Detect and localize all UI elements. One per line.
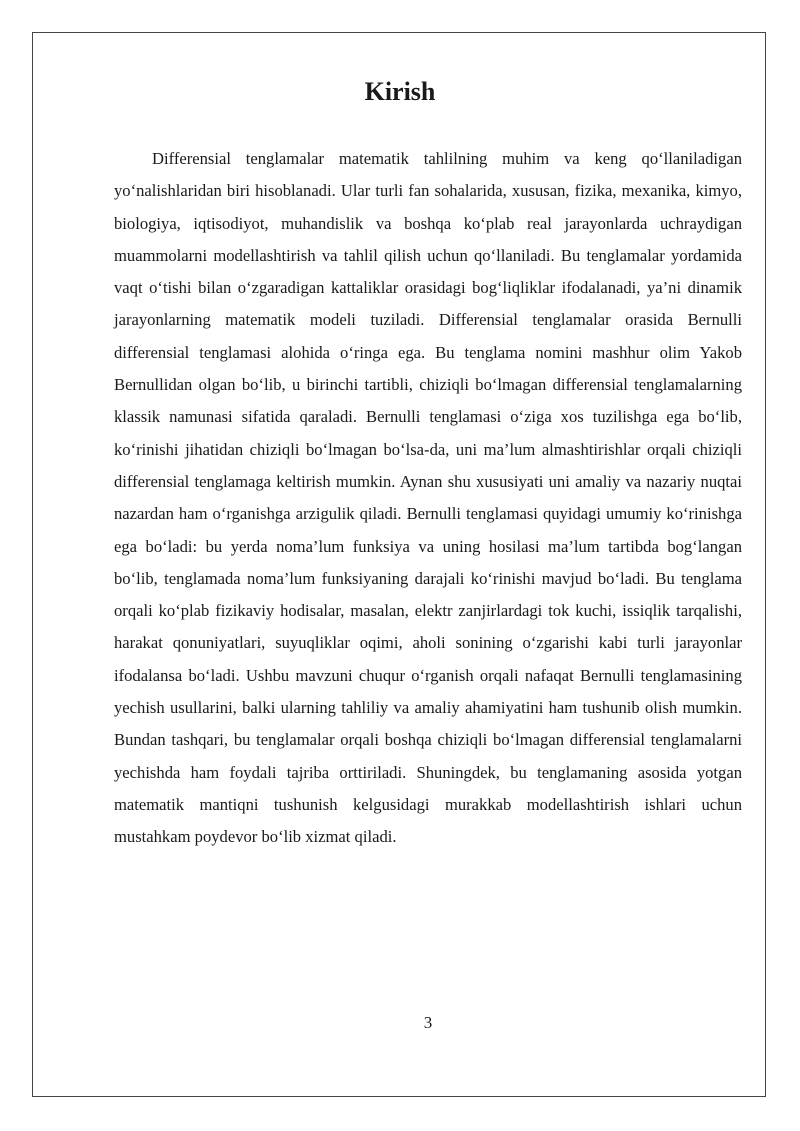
page-title: Kirish <box>364 77 436 106</box>
body-paragraph: Differensial tenglamalar matematik tahlilning muhim va keng qo‘llaniladigan yo‘nalishlaridan biri hisoblanadi. Ular turli fan sohalarida, xususan, fizika, mexanika, kimyo, biologiya, iqtisodiyot, muhandislik va boshqa ko‘plab real jarayonlarda uchraydigan muammolarni modellashtirish va tahlil qilish uchun qo‘llaniladi. Bu tenglamalar yordamida vaqt o‘tishi bilan o‘zgaradigan kattaliklar orasidagi bog‘liqliklar ifodalanadi, ya’ni dinamik jarayonlarning matematik modeli tuziladi. Differensial tenglamalar orasida Bernulli differensial tenglamasi alohida o‘ringa ega. Bu tenglama nomini mashhur olim Yakob Bernullidan olgan bo‘lib, u birinchi tartibli, chiziqli bo‘lmagan differensial tenglamalarning klassik namunasi sifatida qaraladi. Bernulli tenglamasi o‘ziga xos tuzilishga ega bo‘lib, ko‘rinishi jihatidan chiziqli bo‘lmagan bo‘lsa-da, uni ma’lum almashtirishlar orqali chiziqli differensial tenglamaga keltirish mumkin. Aynan shu xususiyati uni amaliy va nazariy nuqtai nazardan ham o‘rganishga arzigulik qiladi. Bernulli tenglamasi quyidagi umumiy ko‘rinishga ega bo‘ladi: bu yerda noma’lum funksiya va uning hosilasi ma’lum tartibda bog‘langan bo‘lib, tenglamada noma’lum funksiyaning darajali ko‘rinishi mavjud bo‘ladi. Bu tenglama orqali ko‘plab fizikaviy hodisalar, masalan, elektr zanjirlardagi tok kuchi, issiqlik tarqalishi, harakat qonuniyatlari, suyuqliklar oqimi, aholi sonining o‘zgarishi kabi turli jarayonlar ifodalansa bo‘ladi. Ushbu mavzuni chuqur o‘rganish orqali nafaqat Bernulli tenglamasining yechish usullarini, balki ularning tahliliy va amaliy ahamiyatini ham tushunib olish mumkin. Bundan tashqari, bu tenglamalar orqali boshqa chiziqli bo‘lmagan differensial tenglamalarni yechishda ham foydali tajriba orttiriladi. Shuningdek, bu tenglamaning asosida yotgan matematik mantiqni tushunish kelgusidagi murakkab modellashtirish ishlari uchun mustahkam poydevor bo‘lib xizmat qiladi. <box>114 149 742 847</box>
page-number: 3 <box>423 1013 433 1032</box>
